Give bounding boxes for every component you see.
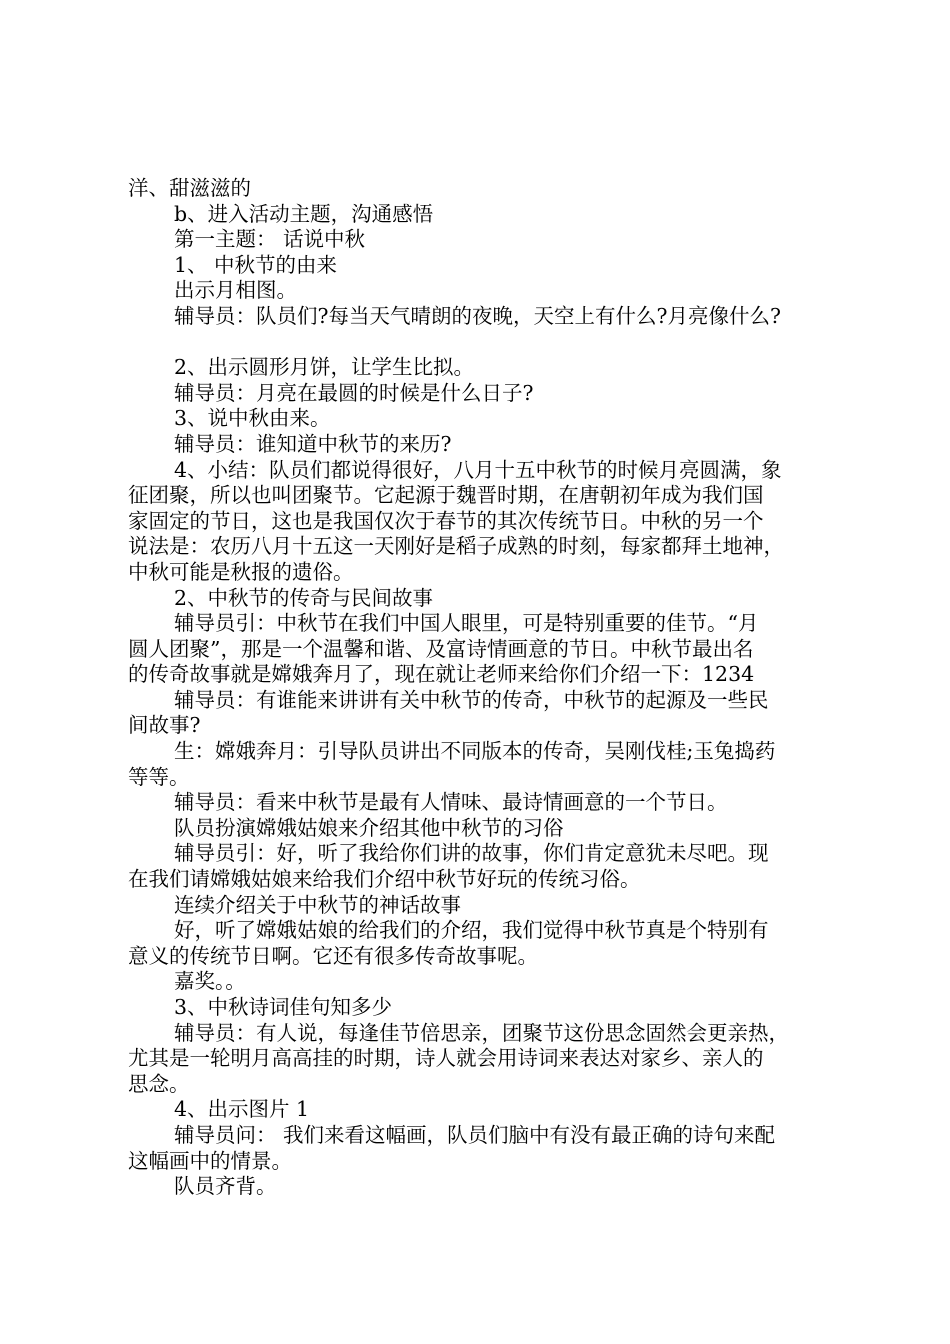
text-line: 辅导员：有谁能来讲讲有关中秋节的传奇，中秋节的起源及一些民 xyxy=(174,687,769,712)
text-line: 在我们请嫦娥姑娘来给我们介绍中秋节好玩的传统习俗。 xyxy=(128,867,641,892)
text-line: 辅导员：月亮在最圆的时候是什么日子? xyxy=(174,380,534,405)
text-line: 嘉奖。。 xyxy=(174,969,246,994)
text-line: 辅导员引：好，听了我给你们讲的故事，你们肯定意犹未尽吧。现 xyxy=(174,841,769,866)
text-line: 的传奇故事就是嫦娥奔月了，现在就让老师来给你们介绍一下：1234 xyxy=(128,662,755,687)
text-line: 辅导员：队员们?每当天气晴朗的夜晚，天空上有什么?月亮像什么? xyxy=(174,303,781,328)
text-line: 好，听了嫦娥姑娘的给我们的介绍，我们觉得中秋节真是个特别有 xyxy=(174,918,769,943)
subsection-heading: 3、中秋诗词佳句知多少 xyxy=(174,995,393,1019)
text-line: 这幅画中的情景。 xyxy=(128,1148,292,1173)
subsection-heading: 1、 中秋节的由来 xyxy=(174,252,338,277)
text-line: 队员齐背。 xyxy=(174,1174,277,1199)
text-line: 洋、甜滋滋的 xyxy=(128,176,251,200)
text-line: 2、出示圆形月饼，让学生比拟。 xyxy=(174,355,475,380)
text-line: 生：嫦娥奔月：引导队员讲出不同版本的传奇，吴刚伐桂;玉兔捣药 xyxy=(174,739,776,764)
text-line: 辅导员：谁知道中秋节的来历? xyxy=(174,431,452,456)
text-line: 间故事? xyxy=(128,713,201,738)
text-line: 辅导员：有人说，每逢佳节倍思亲，团聚节这份思念固然会更亲热， xyxy=(174,1020,789,1045)
text-line: 出示月相图。 xyxy=(174,278,297,303)
text-line: 辅导员问： 我们来看这幅画，队员们脑中有没有最正确的诗句来配 xyxy=(174,1122,776,1147)
text-line: 说法是：农历八月十五这一天刚好是稻子成熟的时刻，每家都拜土地神， xyxy=(128,534,784,559)
text-line: 尤其是一轮明月高高挂的时期，诗人就会用诗词来表达对家乡、亲人的 xyxy=(128,1046,764,1071)
text-line: b、进入活动主题，沟通感悟 xyxy=(174,201,434,226)
text-line: 3、说中秋由来。 xyxy=(174,406,331,431)
text-line: 意义的传统节日啊。它还有很多传奇故事呢。 xyxy=(128,943,538,968)
text-line: 思念。 xyxy=(128,1071,190,1096)
text-line: 连续介绍关于中秋节的神话故事 xyxy=(174,892,461,917)
blank-line xyxy=(128,330,834,356)
section-heading: 第一主题： 话说中秋 xyxy=(174,227,366,252)
text-line: 家固定的节日，这也是我国仅次于春节的其次传统节日。中秋的另一个 xyxy=(128,508,764,533)
text-line: 等等。 xyxy=(128,764,190,789)
text-line: 中秋可能是秋报的遗俗。 xyxy=(128,559,354,584)
text-line: 圆人团聚”，那是一个温馨和谐、及富诗情画意的节日。中秋节最出名 xyxy=(128,636,754,661)
text-line: 征团聚，所以也叫团聚节。它起源于魏晋时期，在唐朝初年成为我们国 xyxy=(128,483,764,508)
text-line: 4、小结：队员们都说得很好，八月十五中秋节的时候月亮圆满，象 xyxy=(174,457,782,482)
subsection-heading: 4、出示图片 1 xyxy=(174,1097,310,1122)
text-line: 辅导员引：中秋节在我们中国人眼里，可是特别重要的佳节。“月 xyxy=(174,611,759,636)
document-body xyxy=(128,176,834,1200)
text-line: 队员扮演嫦娥姑娘来介绍其他中秋节的习俗 xyxy=(174,815,564,840)
subsection-heading: 2、中秋节的传奇与民间故事 xyxy=(174,585,434,610)
text-line: 辅导员：看来中秋节是最有人情味、最诗情画意的一个节日。 xyxy=(174,790,728,815)
